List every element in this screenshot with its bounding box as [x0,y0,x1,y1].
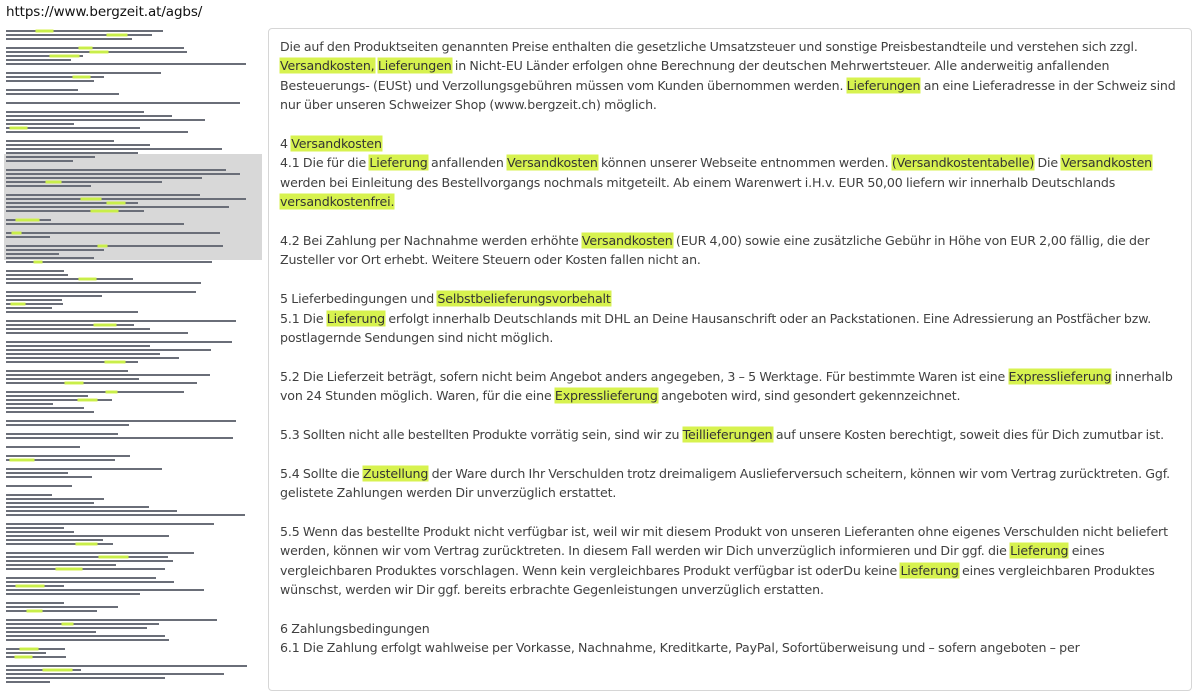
minimap-highlight [27,610,42,612]
minimap-line [6,635,165,637]
minimap-line [6,623,159,625]
minimap-line [6,627,147,629]
text-segment: (EUR 4,00) sowie eine zusätzliche Gebühr in Höhe von EUR 2,00 fällig, die der Zusteller vor Ort erhebt. Weitere Steuern oder Kosten fallen nicht an. [280,233,1150,268]
minimap-line [6,89,78,91]
minimap-line [6,378,139,380]
text-segment: 5.5 Wenn das bestellte Produkt nicht verfügbar ist, weil wir mit diesem Produkt von unseren Lieferanten ohne eigenes Verschulden nicht beliefert werden, können wir vom Vertrag zurücktreten. In diesem Fall werden wir Dich unverzüglich informieren und Dir ggf. die [280,524,1168,559]
minimap-highlight [16,585,44,587]
highlighted-term: Versandkosten [291,136,382,152]
minimap-line [6,282,201,284]
text-segment: 4.1 Die für die [280,155,370,171]
minimap-highlight [36,30,53,32]
minimap-line [6,257,94,259]
minimap-line [6,395,88,397]
text-segment: 5 Lieferbedingungen und [280,291,438,307]
minimap-line [6,111,144,113]
minimap-line [6,173,240,175]
minimap-line [6,506,149,508]
document-body [280,37,1180,658]
text-segment: auf unsere Kosten berechtigt, soweit dies für Dich zumutbar ist. [772,427,1164,443]
paragraph-p1 [280,134,1180,212]
minimap-highlight [10,127,27,129]
text-segment: Die [1034,155,1062,171]
minimap-line [6,485,72,487]
minimap-line [6,370,128,372]
minimap-line [6,177,202,179]
text-segment: 5.3 Sollten nicht alle bestellten Produkte vorrätig sein, sind wir zu [280,427,683,443]
minimap-line [6,446,80,448]
highlighted-term: Versandkosten [1061,155,1153,171]
minimap-highlight [10,459,34,461]
minimap-line [6,468,162,470]
minimap-line [6,198,246,200]
minimap-line [6,556,168,558]
minimap-line [6,424,129,426]
minimap-line [6,610,97,612]
minimap-line [6,307,52,309]
minimap-line [6,156,95,158]
minimap-line [6,320,236,322]
minimap-line [6,677,165,679]
highlighted-term: Lieferung [326,310,386,326]
minimap-highlight [43,669,72,671]
minimap-line [6,59,71,61]
minimap-highlight [50,55,79,57]
minimap-line [6,665,247,667]
minimap-line [6,472,68,474]
minimap-line [6,80,94,82]
minimap-line [6,72,161,74]
minimap-line [6,144,150,146]
highlighted-term: (Versandkostentabelle) [891,155,1035,171]
highlighted-term: Versandkosten [507,155,598,171]
minimap-line [6,291,196,293]
minimap-highlight [91,210,118,212]
text-segment: 6.1 Die Zahlung erfolgt wahlweise per Vorkasse, Nachnahme, Kreditkarte, PayPal, Sofortüberweisung und – sofern angeboten – per [280,640,1080,656]
minimap-highlight [65,382,83,384]
paragraph-p2 [280,231,1180,270]
minimap-highlight [46,181,61,183]
minimap-line [6,403,53,405]
minimap-line [6,232,220,234]
minimap-highlight [99,556,128,558]
minimap-line [6,353,160,355]
highlighted-term: Lieferung [369,155,428,171]
minimap-line [6,123,74,125]
text-segment: 4 [280,136,292,152]
minimap-line [6,681,50,683]
minimap-line [6,523,214,525]
minimap-line [6,30,163,32]
minimap-line [6,564,116,566]
minimap-line [6,589,204,591]
text-segment: der Ware durch Ihr Verschulden trotz dreimaligem Auslieferversuch scheitern, können wir vom Vertrag zurücktreten. Ggf. gelistete Zahlungen werden Dir unverzüglich erstattet. [280,465,1170,501]
minimap-line [6,606,118,608]
minimap-line [6,357,179,359]
minimap-highlight [106,391,117,393]
minimap-highlight [107,34,127,36]
minimap-line [6,270,64,272]
minimap-highlight [62,623,73,625]
paragraph-p6 [280,464,1180,503]
minimap-line [6,34,152,36]
minimap-line [6,639,169,641]
highlighted-term: Versandkosten, [280,58,375,74]
text-segment: angeboten wird, sind gesondert gekennzeichnet. [657,388,961,404]
minimap-line [6,223,184,225]
minimap-line [6,602,64,604]
minimap-line [6,514,245,516]
text-segment: 5.1 Die [280,310,327,326]
text-segment: in Nicht-EU Länder erfolgen ohne Berechnung der deutschen Mehrwertsteuer. Alle anderweitig anfallenden Besteuerungs- (EUSt) und Verzollungsgebühren müssen vom Kunden übernommen werden. [280,58,1110,93]
text-segment: Die auf den Produktseiten genannten Preise enthalten die gesetzliche Umsatzsteuer und sonstige Preisbestandteile und verstehen sich zzgl. [280,39,1138,54]
minimap-line [6,382,197,384]
highlighted-term: Lieferungen [377,58,452,74]
text-segment: 5.4 Sollte die [280,465,363,481]
highlighted-term: Lieferungen [846,77,921,93]
minimap-highlight [81,198,101,200]
minimap-line [6,93,119,95]
minimap-highlight [107,202,125,204]
minimap-line [6,140,114,142]
minimap-line [6,420,236,422]
minimap-highlight [34,261,42,263]
paragraph-p7 [280,522,1180,600]
minimap-line [6,236,50,238]
text-segment: eines vergleichbaren Produktes vorschlagen. Wenn kein vergleichbares Produkt verfügbar ist oderDu keine [280,543,1105,578]
minimap-line [6,341,232,343]
minimap-highlight [79,278,96,280]
minimap-line [6,673,224,675]
paragraph-p8 [280,619,1180,658]
minimap-highlight [94,324,116,326]
minimap-line [6,531,74,533]
paragraph-p0 [280,37,1180,115]
minimap-line [6,299,62,301]
minimap-line [6,349,211,351]
minimap-highlight [78,399,97,401]
minimap-line [6,169,226,171]
minimap-line [6,278,133,280]
text-segment: erfolgt innerhalb Deutschlands mit DHL an Deine Hausanschrift oder an Packstationen. Eine Adressierung an Postfächer bzw. postlagernde Sendungen sind nicht möglich. [280,310,1152,346]
text-segment: 4.2 Bei Zahlung per Nachnahme werden erhöhte [280,233,582,249]
minimap-highlight [76,543,97,545]
highlighted-term: Lieferung [900,562,959,578]
minimap-line [6,502,94,504]
minimap-line [6,245,223,247]
minimap-line [6,374,210,376]
minimap-line [6,455,130,457]
minimap-highlight [20,648,38,650]
minimap-line [6,527,64,529]
minimap-line [6,185,91,187]
minimap-line [6,345,150,347]
text-segment: anfallenden [427,155,508,171]
minimap-highlight [11,303,25,305]
minimap-highlight [12,232,21,234]
minimap-highlight [73,76,90,78]
minimap-line [6,552,194,554]
minimap-line [6,311,138,313]
minimap-line [6,494,52,496]
minimap-line [6,411,94,413]
paragraph-p3 [280,289,1180,347]
highlighted-term: Lieferung [1010,543,1069,559]
highlighted-term: Teillieferungen [682,427,773,443]
text-segment: 5.2 Die Lieferzeit beträgt, sofern nicht beim Angebot anders angegeben, 3 – 5 Werktage. Für bestimmte Waren ist eine [280,368,1009,384]
text-segment: innerhalb von 24 Stunden möglich. Waren, für die eine [280,368,1173,404]
highlighted-term: versandkostenfrei. [280,194,395,210]
text-segment: werden bei Einleitung des Bestellvorgangs nochmals mitgeteilt. Ab einem Warenwert i.H.v. EUR 50,00 liefern wir innerhalb Deutschlands [280,174,1116,190]
minimap-highlight [90,51,108,53]
highlighted-term: Selbstbelieferungsvorbehalt [437,291,611,307]
minimap-line [6,328,150,330]
minimap-line [6,210,144,212]
text-segment: an eine Lieferadresse in der Schweiz sind nur über unseren Schweizer Shop (www.bergzeit.ch) möglich. [280,77,1176,113]
highlighted-term: Expresslieferung [1008,368,1112,384]
minimap-line [6,63,246,65]
highlighted-term: Zustellung [362,465,429,481]
minimap-line [6,476,92,478]
minimap-line [6,249,104,251]
minimap-line [6,433,118,435]
minimap-line [6,194,200,196]
page-minimap[interactable] [4,28,262,693]
minimap-highlight [79,47,92,49]
minimap-line [6,274,68,276]
minimap-highlight [16,219,39,221]
minimap-line [6,206,229,208]
minimap-line [6,152,138,154]
minimap-line [6,148,222,150]
paragraph-p5 [280,425,1180,444]
text-segment: 6 Zahlungsbedingungen [280,621,430,637]
minimap-line [6,47,184,49]
minimap-line [6,498,104,500]
minimap-line [6,652,46,654]
minimap-line [6,539,103,541]
text-segment: können unserer Webseite entnommen werden. [597,155,892,171]
minimap-line [6,568,165,570]
minimap-line [6,181,162,183]
document-text-panel [268,28,1192,691]
highlighted-term: Versandkosten [581,233,673,249]
minimap-line [6,619,217,621]
minimap-highlight [56,568,82,570]
page-url: https://www.bergzeit.at/agbs/ [6,4,203,20]
minimap-highlight [105,361,125,363]
minimap-highlight [15,656,32,658]
minimap-line [6,295,102,297]
minimap-line [6,593,140,595]
minimap-line [6,437,233,439]
minimap-line [6,160,73,162]
minimap-line [6,102,240,104]
paragraph-p4 [280,367,1180,406]
minimap-line [6,332,188,334]
text-segment: eines vergleichbaren Produktes wünschst, werden wir Dir ggf. bereits erbrachte Gegenleistungen unverzüglich erstatten. [280,562,1155,598]
minimap-line [6,391,184,393]
minimap-line [6,119,205,121]
minimap-highlight [98,245,107,247]
minimap-line [6,581,174,583]
minimap-line [6,631,96,633]
minimap-line [6,253,59,255]
minimap-line [6,407,84,409]
minimap-line [6,38,132,40]
minimap-line [6,510,177,512]
minimap-line [6,535,169,537]
minimap-line [6,131,188,133]
minimap-line [6,115,172,117]
minimap-line [6,577,156,579]
highlighted-term: Expresslieferung [554,388,658,404]
minimap-line [6,560,173,562]
